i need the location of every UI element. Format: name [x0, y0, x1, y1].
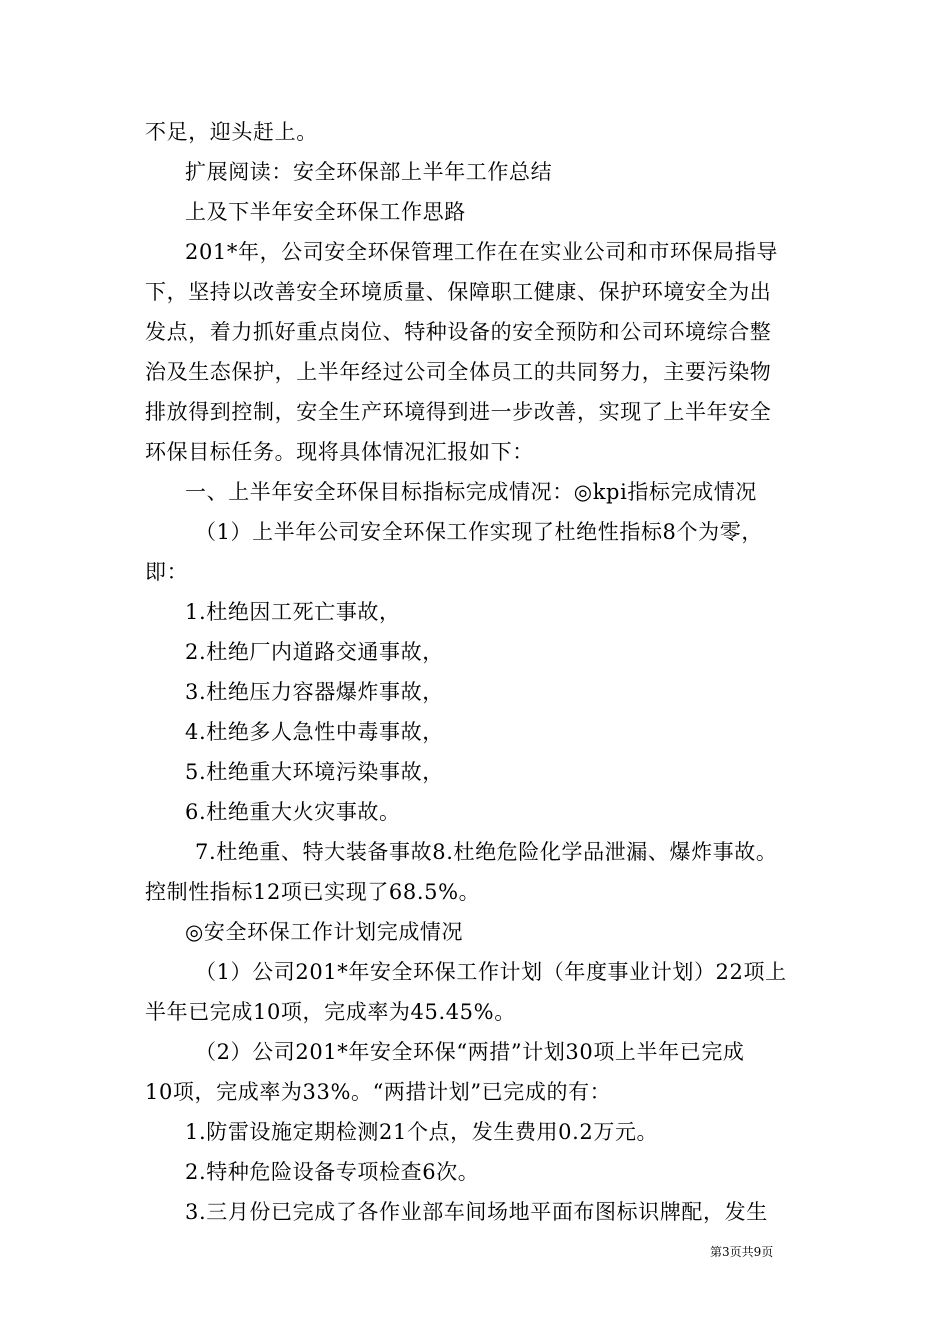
text-line: 半年已完成10项，完成率为45.45%。 — [145, 1000, 516, 1024]
text-line: 排放得到控制，安全生产环境得到进一步改善，实现了上半年安全 — [145, 400, 772, 424]
text-line: 即： — [145, 560, 189, 584]
text-line: 治及生态保护，上半年经过公司全体员工的共同努力，主要污染物 — [145, 360, 772, 384]
list-item: 1.杜绝因工死亡事故， — [185, 600, 401, 624]
list-item: 4.杜绝多人急性中毒事故， — [185, 720, 444, 744]
list-item: 3.杜绝压力容器爆炸事故， — [185, 680, 444, 704]
list-item: 5.杜绝重大环境污染事故， — [185, 760, 444, 784]
text-line: 发点，着力抓好重点岗位、特种设备的安全预防和公司环境综合整 — [145, 320, 772, 344]
text-line: 控制性指标12项已实现了68.5%。 — [145, 880, 481, 904]
list-item: 3.三月份已完成了各作业部车间场地平面布图标识牌配，发生 — [185, 1200, 768, 1224]
text-line: 不足，迎头赶上。 — [145, 120, 318, 144]
text-line: 环保目标任务。现将具体情况汇报如下： — [145, 440, 534, 464]
section-heading: ◎安全环保工作计划完成情况 — [185, 920, 464, 944]
page-number: 第3页共9页 — [710, 1245, 774, 1259]
list-item: 6.杜绝重大火灾事故。 — [185, 800, 401, 824]
list-item: 2.特种危险设备专项检查6次。 — [185, 1160, 480, 1184]
text-line: 上及下半年安全环保工作思路 — [185, 200, 466, 224]
text-line: （1）公司201*年安全环保工作计划（年度事业计划）22项上 — [195, 960, 787, 984]
text-line: （1）上半年公司安全环保工作实现了杜绝性指标8个为零， — [195, 520, 763, 544]
text-line: （2）公司201*年安全环保“两措”计划30项上半年已完成 — [195, 1040, 745, 1064]
list-item: 7.杜绝重、特大装备事故8.杜绝危险化学品泄漏、爆炸事故。 — [195, 840, 778, 864]
text-line: 下，坚持以改善安全环境质量、保障职工健康、保护环境安全为出 — [145, 280, 772, 304]
section-heading: 一、上半年安全环保目标指标完成情况：◎kpi指标完成情况 — [185, 480, 758, 504]
list-item: 1.防雷设施定期检测21个点，发生费用0.2万元。 — [185, 1120, 659, 1144]
text-line: 10项，完成率为33%。“两措计划”已完成的有： — [145, 1080, 612, 1104]
text-line: 201*年，公司安全环保管理工作在在实业公司和市环保局指导 — [185, 240, 778, 264]
list-item: 2.杜绝厂内道路交通事故， — [185, 640, 444, 664]
text-line: 扩展阅读：安全环保部上半年工作总结 — [185, 160, 553, 184]
